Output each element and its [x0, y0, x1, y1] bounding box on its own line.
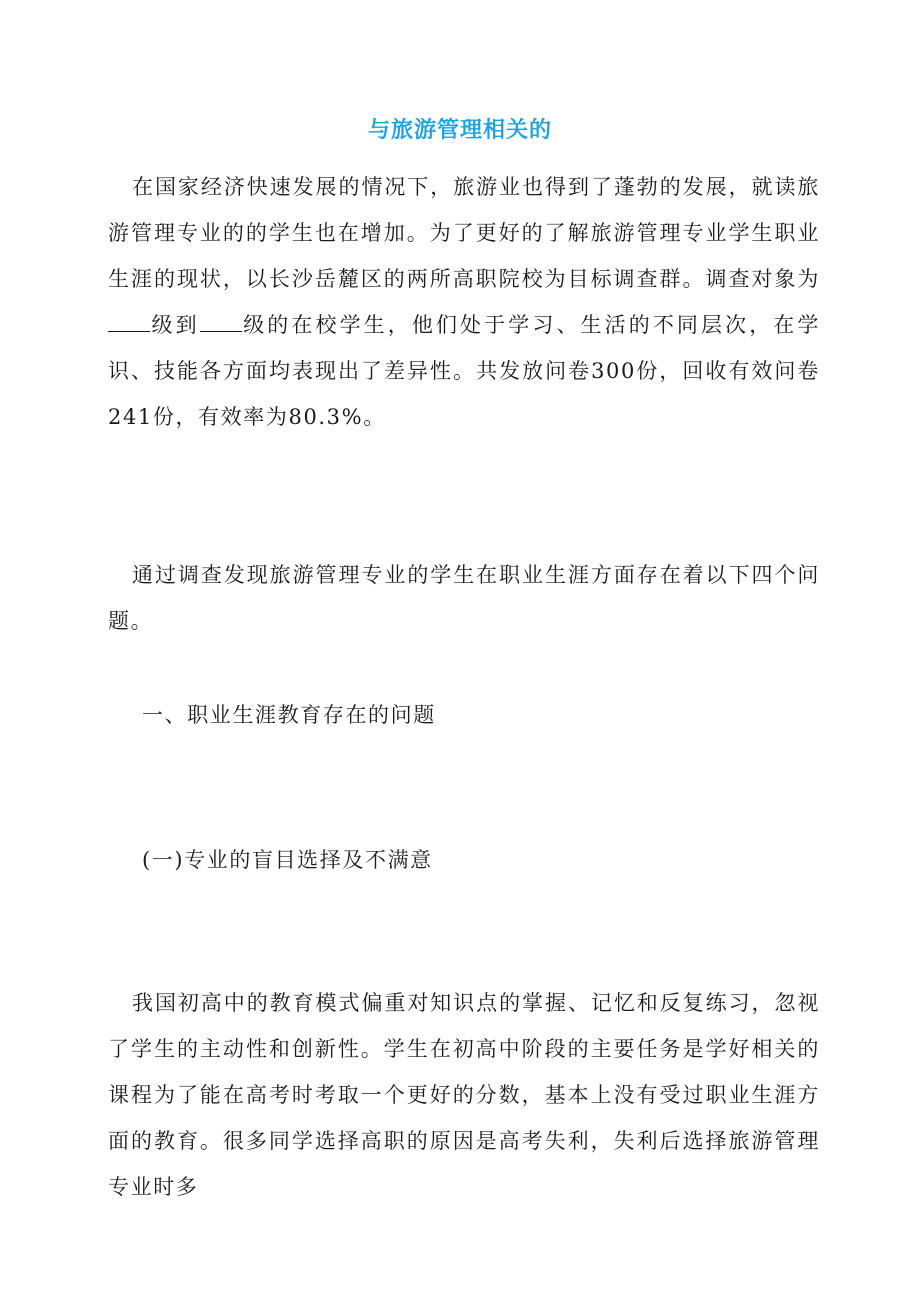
- document-title: 与旅游管理相关的: [367, 118, 552, 143]
- intro-text-part3: 级的在校学生，他们处于学习、生活的不同层次，在学识、技能各方面均表现出了差异性。共发放问卷300份，回收有效问卷241份，有效率为80.3%。: [108, 313, 821, 429]
- body-paragraph: 我国初高中的教育模式偏重对知识点的掌握、记忆和反复练习，忽视了学生的主动性和创新性。学生在初高中阶段的主要任务是学好相关的课程为了能在高考时考取一个更好的分数，基本上没有受过职业生涯方面的教育。很多同学选择高职的原因是高考失利，失利后选择旅游管理专业时多: [108, 991, 820, 1199]
- findings-paragraph: 通过调查发现旅游管理专业的学生在职业生涯方面存在着以下四个问题。: [108, 563, 820, 633]
- blank-grade-end: [200, 313, 242, 332]
- blank-grade-start: [108, 313, 150, 332]
- intro-text-part2: 级到: [150, 313, 200, 337]
- intro-text-part1: 在国家经济快速发展的情况下，旅游业也得到了蓬勃的发展，就读旅游管理专业的的学生也在增加。为了更好的了解旅游管理专业学生职业生涯的现状，以长沙岳麓区的两所高职院校为目标调查群。调查对象为: [108, 175, 820, 291]
- intro-paragraph: [108, 164, 820, 440]
- subsection-heading: (一)专业的盲目选择及不满意: [142, 848, 433, 872]
- section-heading: 一、职业生涯教育存在的问题: [142, 703, 436, 727]
